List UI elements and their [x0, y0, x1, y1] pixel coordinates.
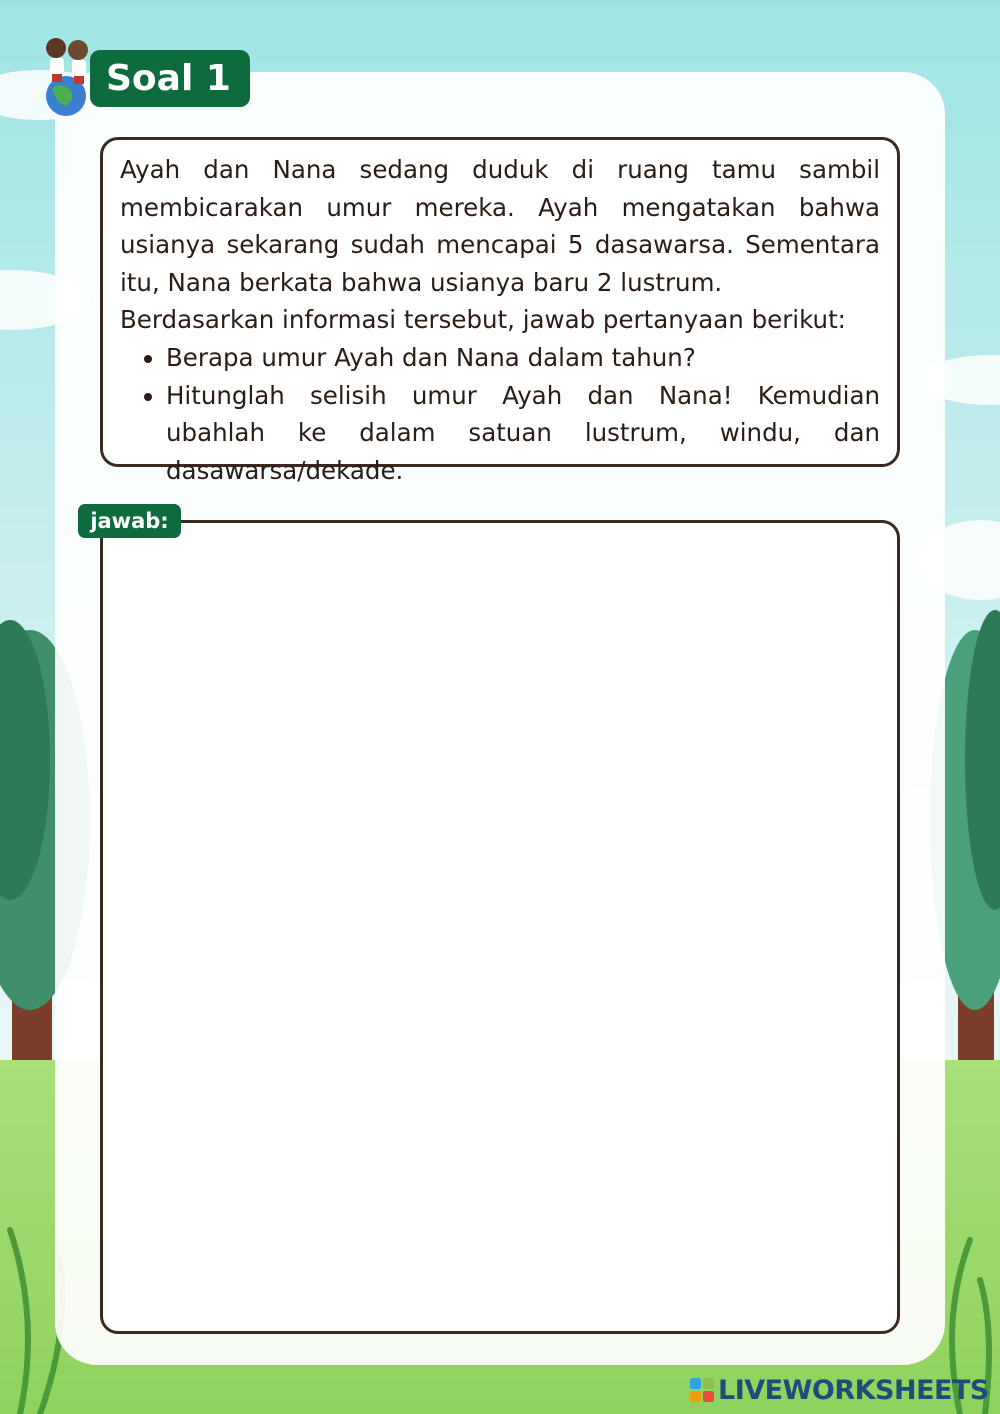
liveworksheets-footer[interactable]	[690, 1373, 989, 1407]
liveworksheets-logo-icon	[690, 1378, 714, 1402]
question-number-badge: Soal 1	[90, 50, 250, 107]
question-box	[100, 137, 900, 485]
question-bullet: • Berapa umur Ayah dan Nana dalam tahun?	[166, 339, 880, 377]
question-bullet-list	[120, 339, 880, 489]
answer-input-area[interactable]	[100, 520, 900, 1334]
question-paragraph: Ayah dan Nana sedang duduk di ruang tamu sambil membicarakan umur mereka. Ayah mengatakan bahwa usianya sekarang sudah mencapai 5 dasawarsa. Sementara itu, Nana berkata bahwa usianya baru 2 lustrum.	[120, 155, 880, 297]
footer-brand: LIVEWORKSHEETS	[718, 1374, 989, 1406]
answer-label: jawab:	[78, 504, 181, 538]
question-instruction: Berdasarkan informasi tersebut, jawab pertanyaan berikut:	[120, 305, 846, 335]
question-bullet: • Hitunglah selisih umur Ayah dan Nana! Kemudian ubahlah ke dalam satuan lustrum, windu, dan dasawarsa/dekade.	[166, 377, 880, 490]
